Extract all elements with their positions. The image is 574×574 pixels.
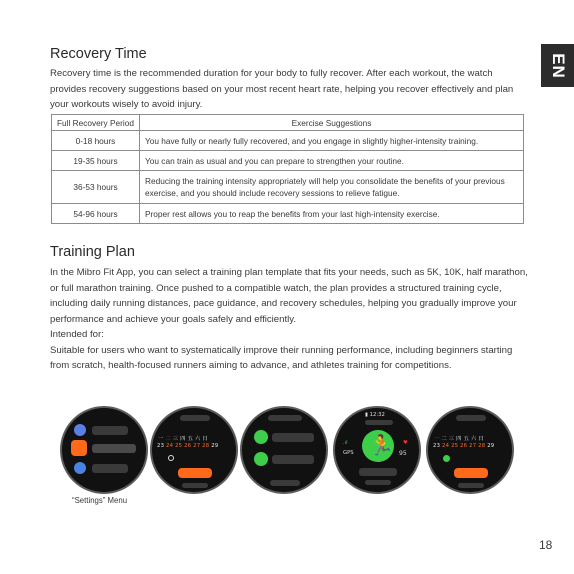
header-bar — [180, 415, 210, 421]
training-plan-intro: In the Mibro Fit App, you can select a training plan template that fits your needs, such as 5K, 10K, half marathon, or full marathon training. Once pushed to a compatible watch, the plan provides a structured training cycle, including daily running distances, pace guidance, and recovery schedules, helping you gradually improve your performance and achieve your goals safely and efficiently. — [50, 267, 528, 325]
gps-label: GPS — [343, 450, 354, 456]
status-bar: ▮ 12:32 — [365, 412, 385, 418]
table-cell-suggestion: You can train as usual and you can prepare to strengthen your routine. — [140, 151, 524, 171]
calendar-dates: 23 24 25 26 27 28 29 — [433, 443, 495, 449]
clock-time: 12:32 — [369, 412, 385, 418]
intended-for-label: Intended for: — [50, 329, 104, 340]
calendar-weekdays: 一 二 三 四 五 六 日 — [434, 436, 484, 442]
table-row — [52, 131, 524, 151]
table-cell-suggestion: Reducing the training intensity appropriately will help you consolidate the benefits of your previous exercise, and you should include recovery sessions to relieve fatigue. — [140, 171, 524, 204]
table-header-suggestion: Exercise Suggestions — [140, 115, 524, 131]
weather-app-icon — [74, 462, 86, 474]
plan-item-bar — [272, 455, 314, 464]
training-plan-app-icon — [71, 440, 87, 456]
table-cell-suggestion: Proper rest allows you to reap the benefits from your last high-intensity exercise. — [140, 204, 524, 224]
recovery-time-paragraph: Recovery time is the recommended duration for your body to fully recover. After each workout, the watch provides recovery suggestions based on your most recent heart rate, helping you recover effectively and plan your workouts wisely to avoid injury. — [50, 68, 514, 110]
table-cell-period: 19-35 hours — [52, 151, 140, 171]
recovery-table — [51, 114, 524, 224]
table-cell-period: 0-18 hours — [52, 131, 140, 151]
completed-check-icon — [443, 455, 450, 462]
footer-bar — [458, 483, 484, 488]
settings-menu-caption: “Settings” Menu — [72, 496, 128, 505]
table-cell-suggestion: You have fully or nearly fully recovered, and you engage in slightly higher-intensity training. — [140, 131, 524, 151]
plan-item-bar — [272, 433, 314, 442]
watch-training-calendar-completed — [426, 406, 514, 494]
table-row — [52, 204, 524, 224]
menu-item-bar — [92, 426, 128, 435]
heart-rate-value: 95 — [399, 450, 407, 457]
training-plan-audience: Suitable for users who want to systematically improve their running performance, including beginners starting from scratch, health-focused runners aiming to advance, and athletes training for competitions. — [50, 344, 513, 371]
footer-bar — [182, 483, 208, 488]
page-number: 18 — [539, 538, 553, 552]
status-circle-icon — [168, 455, 174, 461]
watch-training-calendar — [150, 406, 238, 494]
run-icon — [254, 430, 268, 444]
menu-item-bar — [92, 464, 128, 473]
training-plan-paragraph — [50, 265, 528, 374]
training-plan-heading: Training Plan — [50, 244, 135, 260]
start-button[interactable] — [454, 468, 488, 478]
table-row — [52, 151, 524, 171]
header-bar — [365, 420, 393, 425]
settings-app-icon — [74, 424, 86, 436]
heart-icon: ♥ — [403, 440, 408, 446]
calendar-dates: 23 24 25 26 27 28 29 — [157, 443, 219, 449]
header-bar — [268, 415, 302, 421]
start-button[interactable] — [178, 468, 212, 478]
menu-item-bar-highlighted — [92, 444, 136, 453]
table-header-period: Full Recovery Period — [52, 115, 140, 131]
recovery-time-heading: Recovery Time — [50, 46, 147, 62]
run-icon — [254, 452, 268, 466]
table-row — [52, 171, 524, 204]
workout-start-button[interactable] — [362, 430, 394, 462]
signal-icon: .ıl — [343, 440, 348, 446]
footer-bar — [270, 480, 300, 486]
watch-settings-menu — [60, 406, 148, 494]
calendar-weekdays: 一 二 三 四 五 六 日 — [158, 436, 208, 442]
info-bar — [359, 468, 397, 476]
language-tab — [541, 44, 574, 87]
runner-icon: 🏃 — [369, 433, 394, 457]
footer-bar — [365, 480, 391, 485]
table-header-row — [52, 115, 524, 131]
table-cell-period: 36-53 hours — [52, 171, 140, 204]
watch-plan-list — [240, 406, 328, 494]
header-bar — [456, 415, 486, 421]
language-tab-label: EN — [548, 52, 568, 79]
watch-workout-start — [333, 406, 421, 494]
table-cell-period: 54-96 hours — [52, 204, 140, 224]
